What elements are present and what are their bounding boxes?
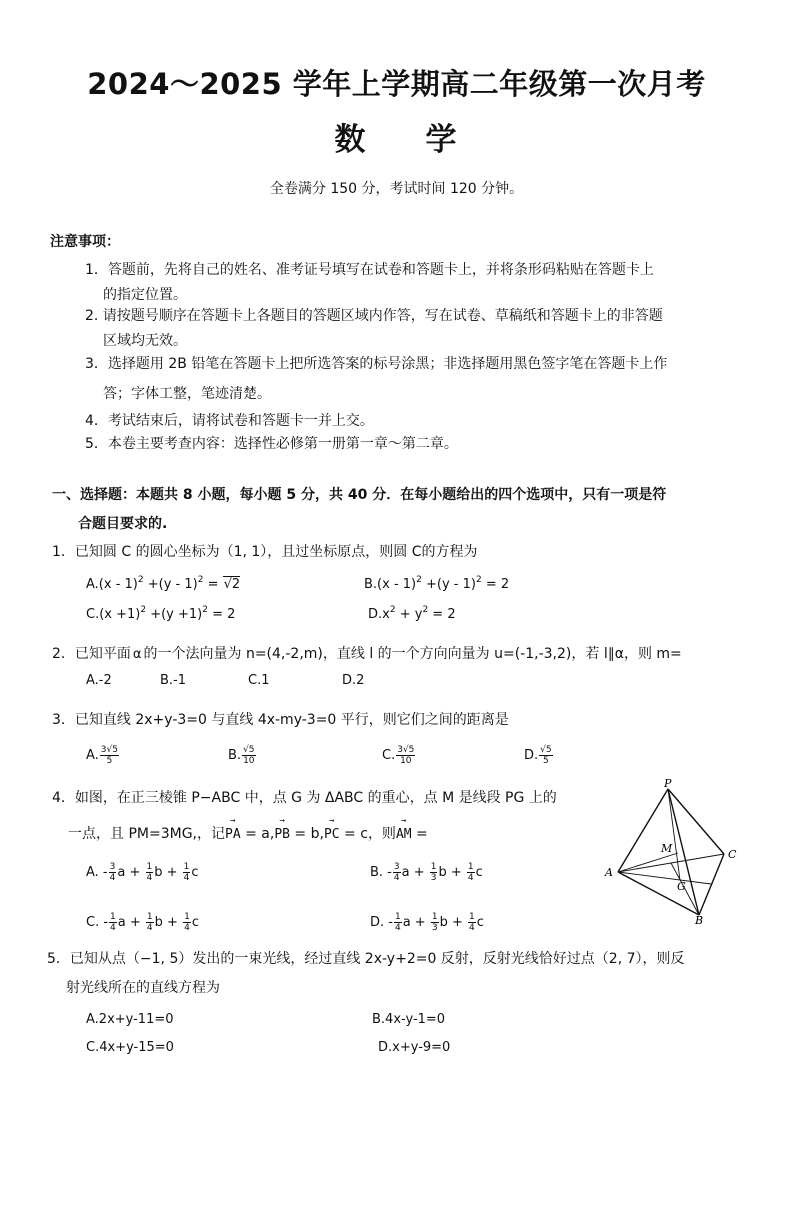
q4-stem-line-2: 一点，且 PM=3MG,，记→ PA = a,→ PB = b,→ PC = c，则→ AM =	[68, 823, 428, 843]
q5-option-c: C.4x+y-15=0	[86, 1040, 174, 1055]
label-b: B	[695, 914, 704, 924]
subject-title	[0, 114, 793, 159]
q1-stem: 1．已知圆 C 的圆心坐标为（1, 1），且过坐标原点，则圆 C的方程为	[52, 544, 478, 560]
section-1-heading: 一、选择题：本题共 8 小题，每小题 5 分，共 40 分．在每小题给出的四个选项中，只有一项是符	[52, 487, 667, 503]
vector-pa: → PA	[225, 827, 241, 842]
note-2-line-1: 2. 请按题号顺序在答题卡上各题目的答题区域内作答，写在试卷、草稿纸和答题卡上的非答题	[85, 308, 663, 324]
q3-option-b: B. $\frac{√5}{10}$	[228, 745, 255, 766]
vector-pc: → PC	[324, 827, 340, 842]
q3-stem: 3．已知直线 2x+y-3=0 与直线 4x-my-3=0 平行，则它们之间的距离是	[52, 712, 509, 728]
q3-option-d: D. $\frac{√5}{5}$	[524, 745, 552, 766]
alpha-symbol: α	[132, 647, 142, 662]
edge-pa	[618, 789, 668, 872]
q3-option-c: C. $\frac{3√5}{10}$	[382, 745, 415, 766]
q2-stem-b: 的一个法向量为 n=(4,-2,m)，直线 l 的一个方向向量为 u=(-1,-3,2)，若 l∥α，则 m=	[143, 646, 682, 662]
notes-title: 注意事项：	[50, 234, 120, 250]
exam-info: 全卷满分 150 分，考试时间 120 分钟。	[269, 181, 524, 197]
note-3-line-1: 3．选择题用 2B 铅笔在答题卡上把所选答案的标号涂黑；非选择题用黑色签字笔在答题卡上作	[85, 356, 668, 372]
q4-stem-line-1: 4．如图，在正三棱锥 P−ABC 中，点 G 为 ΔABC 的重心，点 M 是线段 PG 上的	[52, 790, 557, 806]
section-1-heading-cont: 合题目要求的.	[78, 516, 168, 532]
q1-option-a: A.(x - 1)$^2$ +(y - 1)$^2$ = √2	[86, 575, 241, 592]
q2-option-a: A.-2	[86, 673, 112, 688]
vector-am: → AM	[396, 827, 412, 842]
q2-stem	[52, 643, 682, 663]
tetrahedron-figure	[598, 778, 748, 924]
subject-char-2: 学	[425, 122, 459, 158]
q1-option-d: $D.x^2 + y^2 = 2$	[368, 605, 456, 622]
note-1-line-2: 的指定位置。	[103, 287, 187, 303]
subject-char-1: 数	[334, 122, 368, 158]
q1-option-b: B.(x - 1)$^2$ +(y - 1)$^2$ = 2	[364, 575, 510, 592]
q4-option-d: D. - $\frac{1}{4}$ a + $\frac{1}{3}$ b + $\frac{1}{4}$ c	[370, 912, 484, 933]
vector-pb: → PB	[274, 827, 290, 842]
q5-option-a: A.2x+y-11=0	[86, 1012, 174, 1027]
q1-option-c: $C.(x +1)^2 +(y +1)^2 = 2$	[86, 605, 236, 622]
label-m: M	[661, 842, 673, 855]
q3-a-fraction: $\frac{3√5}{5}$	[100, 745, 118, 766]
note-1-line-1: 1．答题前，先将自己的姓名、准考证号填写在试卷和答题卡上，并将条形码粘贴在答题卡上	[85, 262, 654, 278]
label-a: A	[605, 866, 613, 879]
q3-d-fraction: $\frac{√5}{5}$	[540, 745, 552, 766]
note-4: 4．考试结束后，请将试卷和答题卡一并上交。	[85, 413, 374, 429]
q5-option-b: B.4x-y-1=0	[372, 1012, 446, 1027]
q2-option-c: C.1	[248, 673, 270, 688]
q4-option-b: B. - $\frac{3}{4}$ a + $\frac{1}{3}$ b + $\frac{1}{4}$ c	[370, 862, 483, 883]
label-g: G	[677, 880, 686, 893]
q3-option-a: A. $\frac{3√5}{5}$	[86, 745, 118, 766]
q2-option-b: B.-1	[160, 673, 187, 688]
edge-ab	[618, 872, 699, 915]
q3-c-fraction: $\frac{3√5}{10}$	[397, 745, 415, 766]
q5-option-d: D.x+y-9=0	[378, 1040, 451, 1055]
q2-stem-a: 2．已知平面	[52, 646, 131, 662]
median-a	[618, 872, 711, 884]
edge-bc	[699, 854, 724, 915]
q5-stem-line-2: 射光线所在的直线方程为	[66, 980, 220, 996]
note-3-line-2: 答；字体工整，笔迹清楚。	[103, 386, 271, 402]
q3-b-fraction: $\frac{√5}{10}$	[243, 745, 255, 766]
label-p: P	[664, 778, 672, 790]
q4-option-c: C. - $\frac{1}{4}$ a + $\frac{1}{4}$ b + $\frac{1}{4}$ c	[86, 912, 199, 933]
q2-option-d: D.2	[342, 673, 365, 688]
q5-stem-line-1: 5．已知从点（−1, 5）发出的一束光线，经过直线 2x-y+2=0 反射，反射光线恰好过点（2, 7），则反	[47, 951, 685, 967]
label-c: C	[728, 848, 737, 861]
q4-option-a: A. - $\frac{3}{4}$ a + $\frac{1}{4}$ b + $\frac{1}{4}$ c	[86, 862, 199, 883]
segment-pg	[668, 789, 680, 880]
exam-title: 2024～2025 学年上学期高二年级第一次月考	[87, 67, 706, 101]
note-5: 5．本卷主要考查内容：选择性必修第一册第一章～第二章。	[85, 436, 458, 452]
note-2-line-2: 区域均无效。	[103, 333, 187, 349]
